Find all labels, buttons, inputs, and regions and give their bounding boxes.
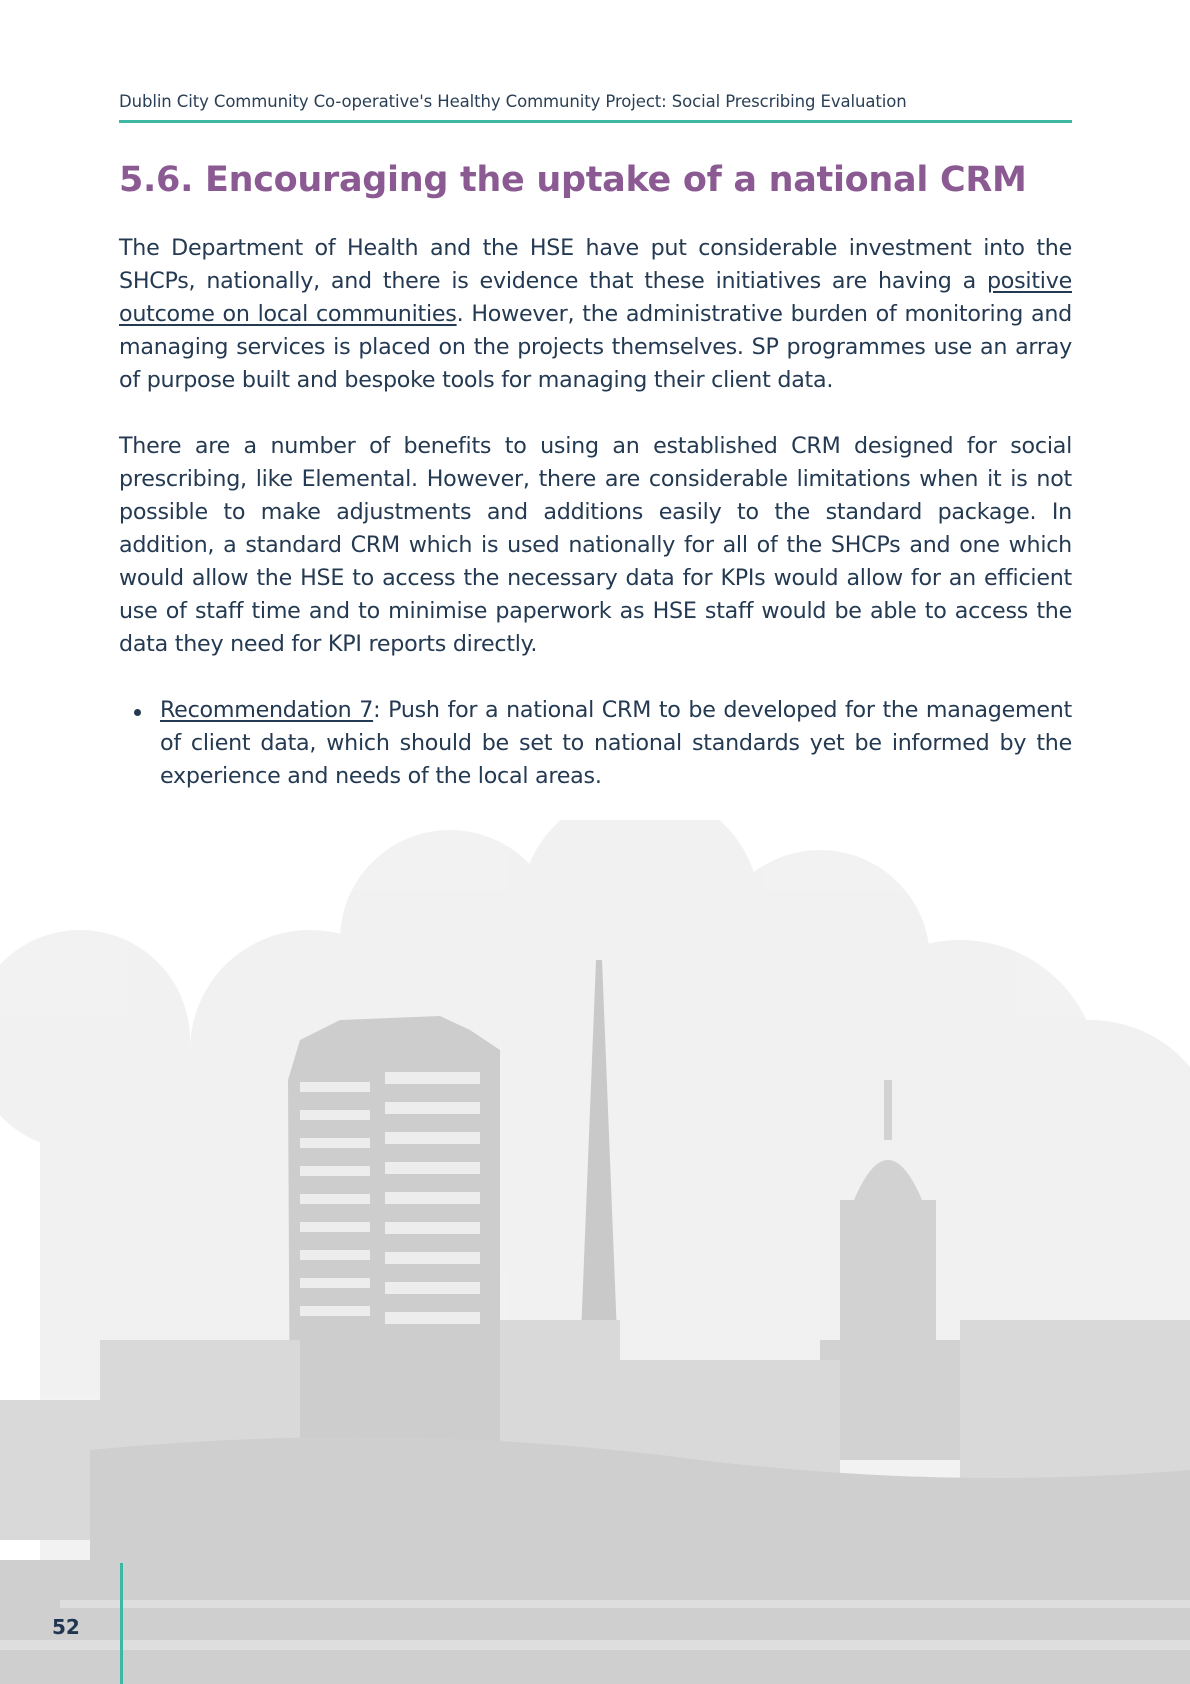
recommendation-item <box>119 694 1072 793</box>
footer-rule <box>120 1563 123 1684</box>
positive-outcome-link[interactable]: positive outcome on local communities <box>119 268 1072 327</box>
recommendation-list <box>119 694 1072 793</box>
section-title: 5.6. Encouraging the uptake of a national CRM <box>119 160 1027 200</box>
recommendation-7-link[interactable]: Recommendation 7 <box>160 697 374 723</box>
paragraph-crm-benefits: There are a number of benefits to using an established CRM designed for social prescribing, like Elemental. However, there are considerable limitations when it is not possible to make adjustments and additions easily to the standard package. In addition, a standard CRM which is used nationally for all of the SHCPs and one which would allow the HSE to access the necessary data for KPIs would allow for an efficient use of staff time and to minimise paperwork as HSE staff would be able to access the data they need for KPI reports directly. <box>119 433 1072 657</box>
dublin-skyline-illustration <box>0 820 1190 1684</box>
running-header-title: Dublin City Community Co-operative's Healthy Community Project: Social Prescribing Evaluation <box>119 92 907 111</box>
running-header <box>119 92 1072 123</box>
recommendation-text: : Push for a national CRM to be developed for the management of client data, which should be set to national standards yet be informed by the experience and needs of the local areas. <box>160 697 1072 789</box>
paragraph-investment <box>119 232 1072 397</box>
bullet-icon <box>134 709 141 716</box>
paragraph-investment-text-start: The Department of Health and the HSE have put considerable investment into the SHCPs, nationally, and there is evidence that these initiatives are having a <box>119 235 1072 294</box>
page-number: 52 <box>52 1615 80 1639</box>
paragraph-investment-text-end: . However, the administrative burden of monitoring and managing services is placed on the projects themselves. SP programmes use an array of purpose built and bespoke tools for managing their client data. <box>119 301 1073 393</box>
